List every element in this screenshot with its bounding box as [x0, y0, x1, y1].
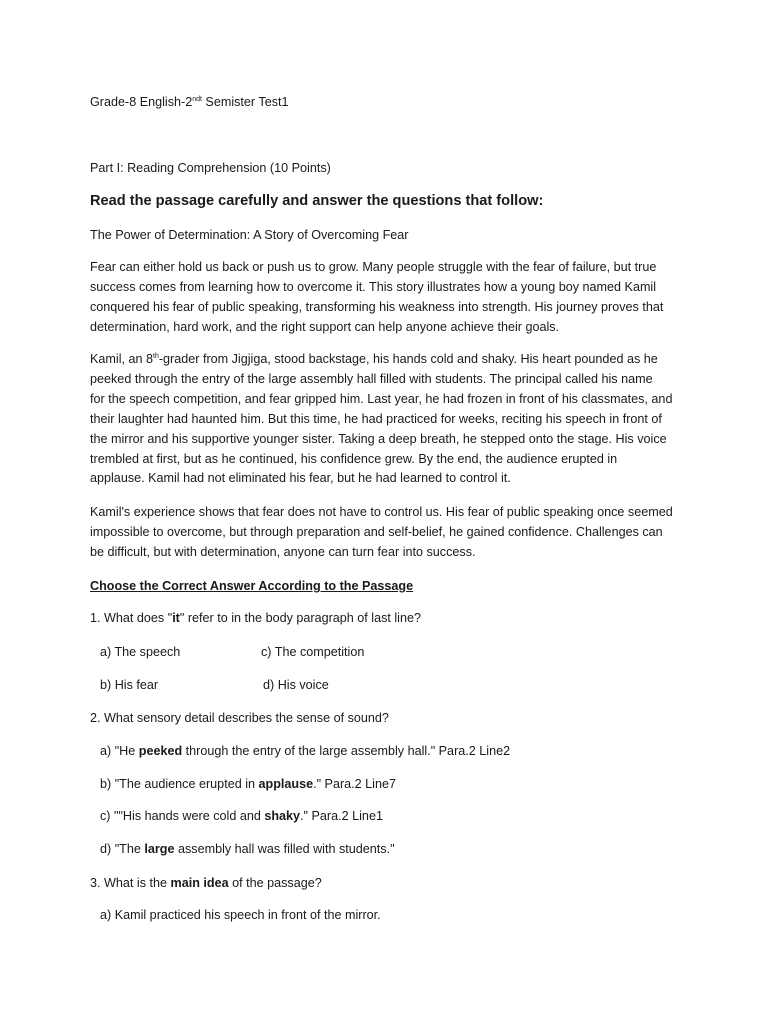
option-text: b) "The audience erupted in [100, 777, 259, 791]
paragraph-line: determination, hard work, and the right support can help anyone achieve their goals. [90, 319, 560, 334]
option-text: c) ""His hands were cold and [100, 809, 265, 823]
question-text: of the passage? [228, 876, 322, 890]
test-title-prefix: Grade-8 English-2 [90, 95, 193, 109]
question-emphasis: it [172, 611, 180, 625]
question-3 [90, 876, 322, 891]
section-heading: Choose the Correct Answer According to the Passage [90, 579, 414, 593]
option-text: d) "The [100, 842, 145, 856]
passage-paragraph-3 [90, 503, 690, 563]
test-title [90, 95, 289, 110]
paragraph-line: applause. Kamil had not eliminated his fear, but he had learned to control it. [90, 471, 511, 486]
question-text: " refer to in the body paragraph of last line? [179, 611, 421, 625]
paragraph-line: trembled at first, but as he continued, his confidence grew. By the end, the audience erupted in [90, 451, 618, 466]
paragraph-text: Kamil, an 8 [90, 352, 153, 366]
question-1 [90, 611, 421, 626]
question-2: 2. What sensory detail describes the sense of sound? [90, 711, 389, 725]
q1-option-a: a) The speech [100, 645, 181, 659]
q1-option-b: b) His fear [100, 678, 159, 692]
test-title-superscript: ndt [192, 96, 202, 103]
option-emphasis: peeked [138, 744, 183, 758]
option-text: ." Para.2 Line7 [313, 777, 396, 791]
option-emphasis: large [144, 842, 175, 856]
q2-option-b [100, 777, 396, 792]
passage-paragraph-1 [90, 258, 690, 338]
paragraph-line: be difficult, but with determination, anyone can turn fear into success. [90, 544, 476, 559]
question-emphasis: main idea [170, 876, 229, 890]
option-emphasis: shaky [264, 809, 301, 823]
paragraph-line: for the speech competition, and fear gripped him. Last year, he had frozen in front of his classmates, and [90, 391, 673, 406]
test-title-suffix: Semister Test1 [201, 95, 289, 109]
option-text: assembly hall was filled with students." [174, 842, 395, 856]
paragraph-line [90, 350, 690, 370]
paragraph-line: conquered his fear of public speaking, transforming his weakness into strength. His journey proves that [90, 299, 664, 314]
instruction-heading: Read the passage carefully and answer the questions that follow: [90, 193, 544, 209]
option-emphasis: applause [258, 777, 314, 791]
passage-title: The Power of Determination: A Story of Overcoming Fear [90, 228, 409, 242]
ordinal-superscript: th [153, 353, 159, 360]
paragraph-line: peeked through the entry of the large assembly hall filled with students. The principal called his name [90, 371, 653, 386]
question-text: 3. What is the [90, 876, 171, 890]
q2-option-c [100, 809, 383, 824]
q3-option-a: a) Kamil practiced his speech in front of the mirror. [100, 908, 381, 922]
paragraph-line: the mirror and his supportive younger sister. Taking a deep breath, he stepped onto the stage. His voice [90, 431, 667, 446]
q1-option-c: c) The competition [261, 645, 365, 659]
paragraph-line: impossible to overcome, but through preparation and self-belief, he gained confidence. Challenges can [90, 524, 663, 539]
question-text: 1. What does " [90, 611, 173, 625]
q2-option-a [100, 744, 510, 759]
paragraph-text: -grader from Jigjiga, stood backstage, his hands cold and shaky. His heart pounded as he [158, 352, 658, 366]
part-title: Part I: Reading Comprehension (10 Points) [90, 161, 331, 175]
option-text: ." Para.2 Line1 [300, 809, 383, 823]
paragraph-line: success comes from learning how to overcome it. This story illustrates how a young boy named Kamil [90, 279, 657, 294]
paragraph-line: Kamil's experience shows that fear does not have to control us. His fear of public speaking once seemed [90, 505, 673, 519]
passage-paragraph-2 [90, 350, 690, 489]
paragraph-line: Fear can either hold us back or push us to grow. Many people struggle with the fear of failure, but true [90, 260, 657, 274]
q2-option-d [100, 842, 395, 857]
paragraph-line: their laughter had haunted him. But this time, he had practiced for weeks, reciting his speech in front of [90, 411, 662, 426]
option-text: through the entry of the large assembly hall." Para.2 Line2 [182, 744, 511, 758]
q1-option-d: d) His voice [263, 678, 329, 692]
option-text: a) "He [100, 744, 139, 758]
